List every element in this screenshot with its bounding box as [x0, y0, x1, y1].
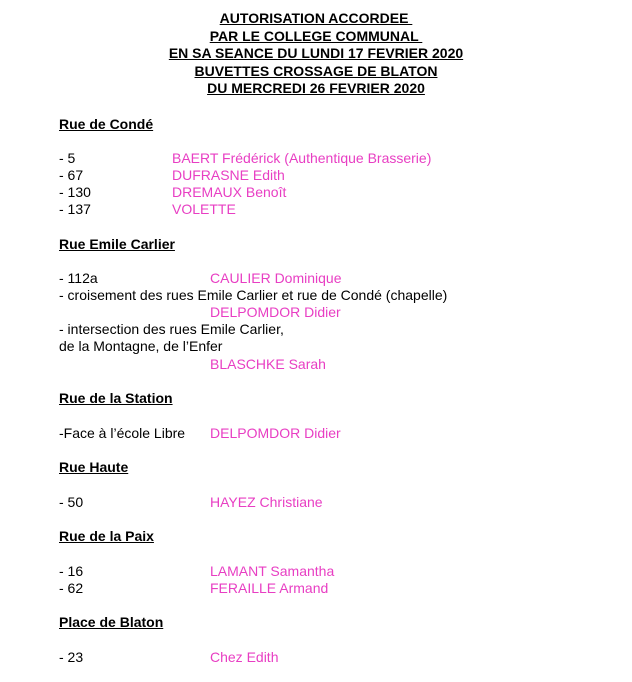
- entry-number: - 130: [59, 184, 91, 200]
- document-header: [0, 10, 632, 98]
- entry-number: - 67: [59, 167, 84, 183]
- header-line-college: PAR LE COLLEGE COMMUNAL: [209, 27, 423, 44]
- entry-number: - 62: [59, 580, 84, 596]
- section-title-place-de-blaton: Place de Blaton: [59, 614, 164, 630]
- entry-number: - 5: [59, 150, 76, 166]
- entry-number: - 137: [59, 201, 91, 217]
- entry-name: LAMANT Samantha: [210, 563, 335, 579]
- section-title-rue-haute: Rue Haute: [59, 459, 129, 475]
- entry-name: FERAILLE Armand: [210, 580, 329, 596]
- entry-name: DREMAUX Benoît: [172, 184, 287, 200]
- entry-name: DUFRASNE Edith: [172, 167, 285, 183]
- entry-name: CAULIER Dominique: [210, 270, 342, 286]
- header-line-buvettes: BUVETTES CROSSAGE DE BLATON: [194, 62, 438, 79]
- section-title-rue-de-la-paix: Rue de la Paix: [59, 528, 154, 544]
- entry-name: HAYEZ Christiane: [210, 494, 323, 510]
- entry-number: -Face à l’école Libre: [59, 425, 186, 441]
- entry-location-text: - croisement des rues Emile Carlier et rue de Condé (chapelle): [59, 287, 448, 303]
- header-line-authorisation: AUTORISATION ACCORDEE: [219, 10, 413, 26]
- entry-name: DELPOMDOR Didier: [210, 304, 341, 320]
- header-line-date: DU MERCREDI 26 FEVRIER 2020: [207, 80, 425, 96]
- entry-name: Chez Edith: [210, 649, 279, 665]
- entry-name: BAERT Frédérick (Authentique Brasserie): [172, 150, 432, 166]
- entry-number: - 16: [59, 563, 84, 579]
- section-title-rue-de-la-station: Rue de la Station: [59, 390, 173, 406]
- entry-location-text: de la Montagne, de l’Enfer: [59, 338, 223, 354]
- header-line-seance: EN SA SEANCE DU LUNDI 17 FEVRIER 2020: [168, 45, 464, 61]
- entry-location-text: - intersection des rues Emile Carlier,: [59, 321, 284, 337]
- entry-number: - 50: [59, 494, 84, 510]
- entry-name: BLASCHKE Sarah: [210, 356, 326, 372]
- entry-number: - 112a: [59, 270, 98, 286]
- entry-name: DELPOMDOR Didier: [210, 425, 341, 441]
- section-title-rue-de-conde: Rue de Condé: [59, 116, 154, 132]
- section-title-rue-emile-carlier: Rue Emile Carlier: [59, 236, 175, 252]
- entry-name: VOLETTE: [172, 201, 236, 217]
- entry-number: - 23: [59, 649, 84, 665]
